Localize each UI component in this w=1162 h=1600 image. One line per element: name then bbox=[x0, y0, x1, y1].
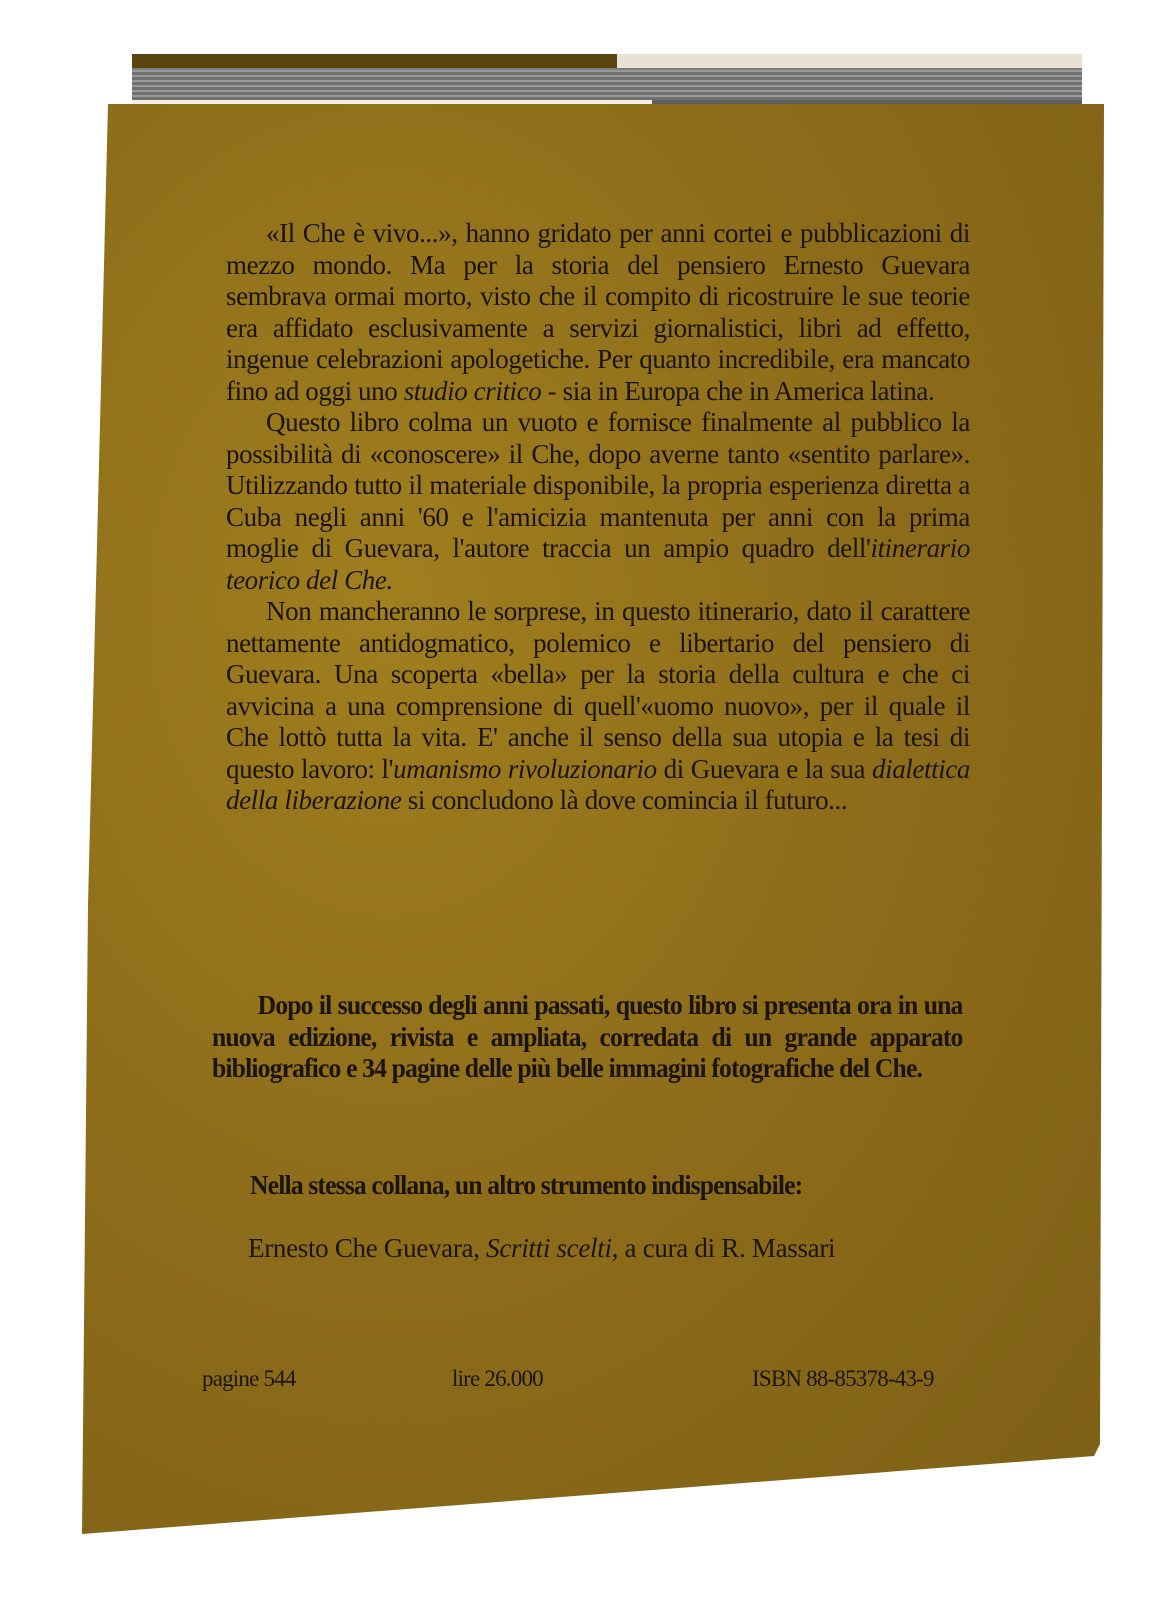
page-block-edge bbox=[132, 70, 1082, 100]
page-count: pagine 544 bbox=[202, 1366, 296, 1391]
blurb-text bbox=[226, 218, 970, 817]
book-top-edge bbox=[132, 54, 1082, 104]
worn-cover-edge bbox=[617, 54, 1082, 68]
blurb-paragraph-3: Non mancheranno le sorprese, in questo itinerario, dato il carattere nettamente antidogmatico, polemico e libertario del pensiero di Guevara. Una scoperta «bella» per la storia della cultura e che ci avvicina a una comprensione di quell'«uomo nuovo», per il quale il Che lottò tutta la vita. E' anche il senso della sua utopia e la tesi di questo lavoro: l'umanismo rivoluzionario di Guevara e la sua dialettica della liberazione si concludono là dove comincia il futuro... bbox=[226, 596, 970, 815]
cover-flap-edge bbox=[132, 54, 617, 68]
series-item: Ernesto Che Guevara, Scritti scelti, a cura di R. Massari bbox=[248, 1233, 836, 1263]
blurb-paragraph-1: «Il Che è vivo...», hanno gridato per anni cortei e pubblicazioni di mezzo mondo. Ma per la storia del pensiero Ernesto Guevara sembrava ormai morto, visto che il compito di ricostruire le sue teorie era affidato esclusivamente a servizi giornalistici, libri ad effetto, ingenue celebrazioni apologetiche. Per quanto incredibile, era mancato fino ad oggi uno studio critico - sia in Europa che in America latina. bbox=[226, 218, 970, 406]
blurb-paragraph-2: Questo libro colma un vuoto e fornisce finalmente al pubblico la possibilità di «conoscere» il Che, dopo averne tanto «sentito parlare». Utilizzando tutto il materiale disponibile, la propria esperienza diretta a Cuba negli anni '60 e l'amicizia mantenuta per anni con la prima moglie di Guevara, l'autore traccia un ampio quadro dell'itinerario teorico del Che. bbox=[226, 407, 970, 595]
series-heading: Nella stessa collana, un altro strumento indispensabile: bbox=[250, 1170, 803, 1200]
isbn: ISBN 88-85378-43-9 bbox=[752, 1366, 934, 1391]
price: lire 26.000 bbox=[452, 1366, 543, 1391]
edition-note: Dopo il successo degli anni passati, questo libro si presenta ora in una nuova edizione, rivista e ampliata, corredata di un grande apparato bibliografico e 34 pagine delle più belle immagini fotografiche del Che. bbox=[212, 990, 963, 1083]
